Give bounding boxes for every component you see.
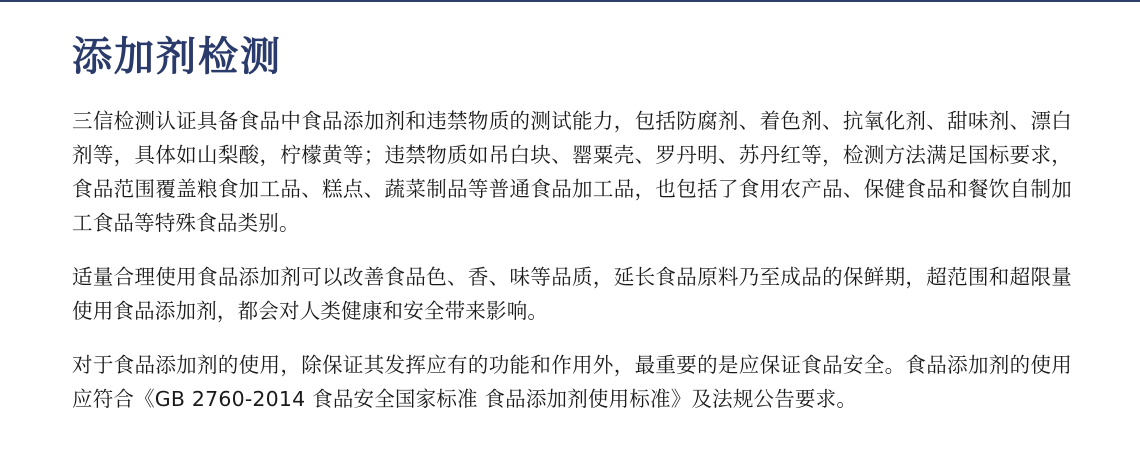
header-divider [0,0,1140,2]
paragraph-standards: 对于食品添加剂的使用，除保证其发挥应有的功能和作用外，最重要的是应保证食品安全。食品添加剂的使用应符合《GB 2760-2014 食品安全国家标准 食品添加剂使用标准》及法规公告要求。 [72,353,1072,411]
page-title: 添加剂检测 [72,34,282,80]
paragraph-usage-benefits: 适量合理使用食品添加剂可以改善食品色、香、味等品质，延长食品原料乃至成品的保鲜期，超范围和超限量使用食品添加剂，都会对人类健康和安全带来影响。 [72,265,1072,323]
paragraph-capabilities: 三信检测认证具备食品中食品添加剂和违禁物质的测试能力，包括防腐剂、着色剂、抗氧化剂、甜味剂、漂白剂等，具体如山梨酸，柠檬黄等；违禁物质如吊白块、罂粟壳、罗丹明、苏丹红等，检测方法满足国标要求，食品范围覆盖粮食加工品、糕点、蔬菜制品等普通食品加工品，也包括了食用农产品、保健食品和餐饮自制加工食品等特殊食品类别。 [72,109,1072,235]
document-content [72,30,1072,416]
